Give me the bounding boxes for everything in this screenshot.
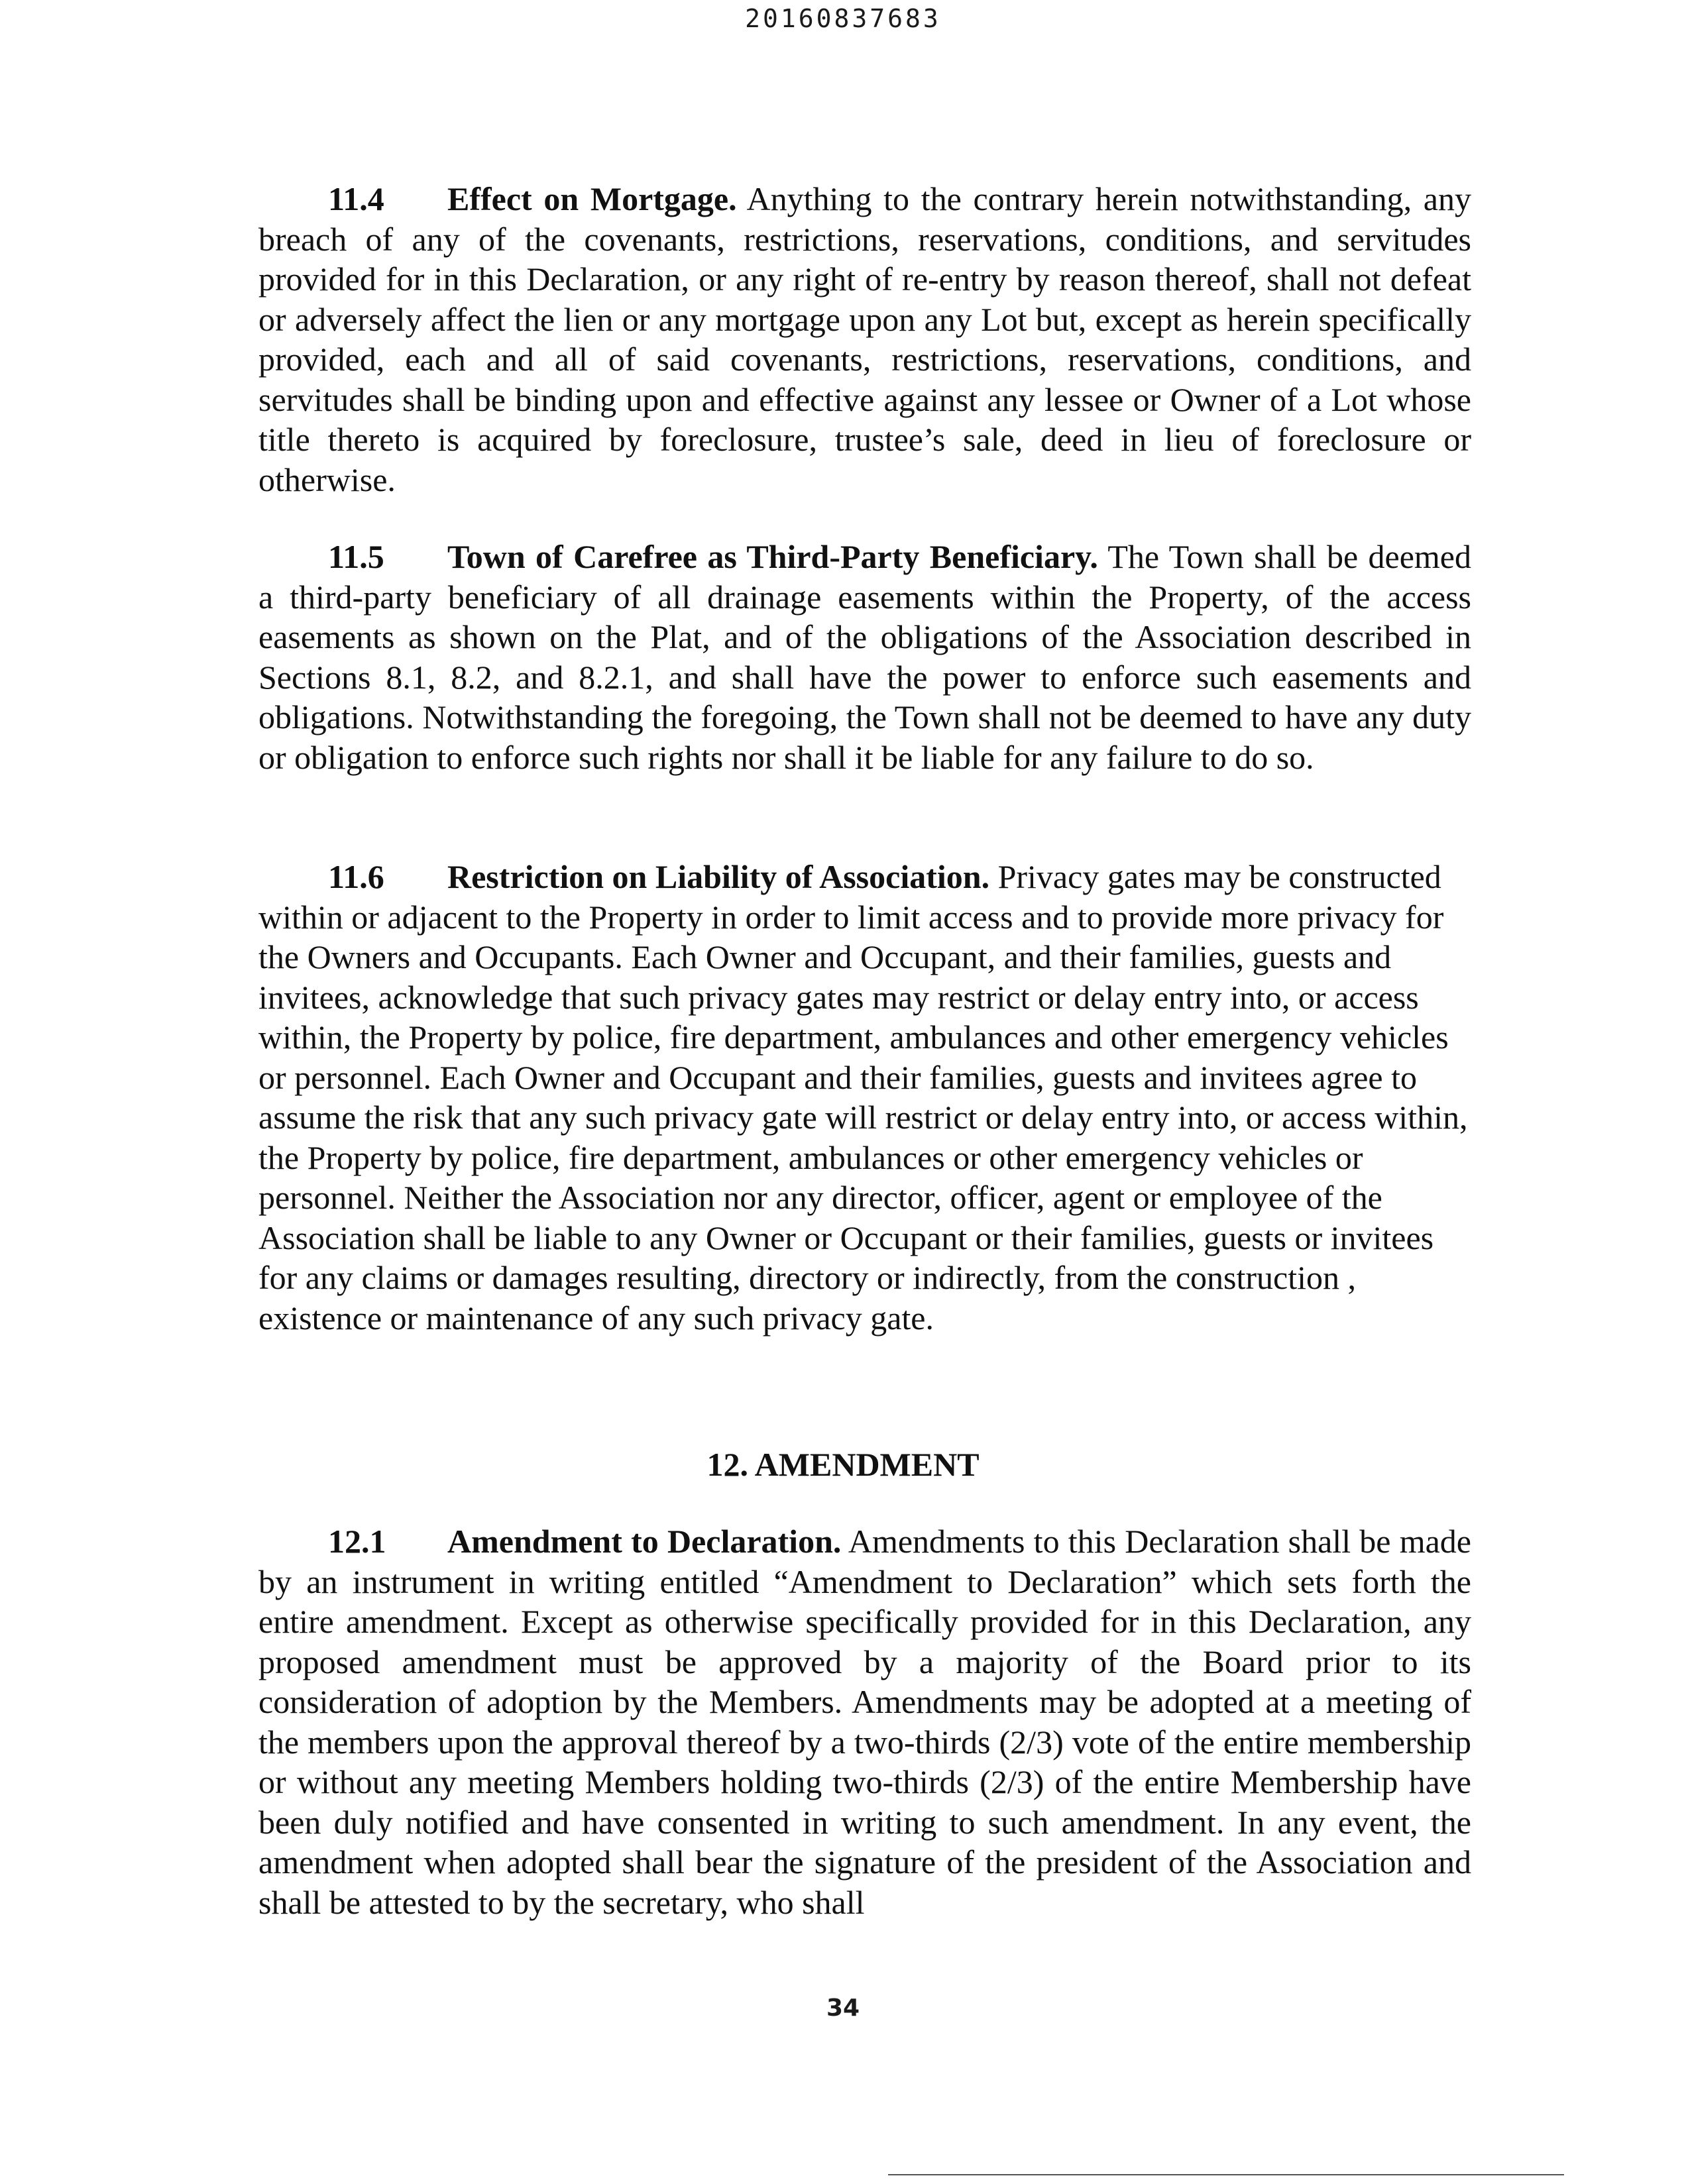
section-paragraph: [258, 179, 1471, 500]
section-number: 11.4: [328, 180, 384, 217]
section-number: 11.5: [328, 538, 384, 575]
section-body: Amendments to this Declaration shall be made by an instrument in writing entitled “Amendment to Declaration” which sets forth the entire amendment. Except as otherwise specifically provided for in this Declaration, any proposed amendment must be approved by a majority of the Board prior to its consideration of adoption by the Members. Amendments may be adopted at a meeting of the members upon the approval thereof by a two-thirds (2/3) vote of the entire membership or without any meeting Members holding two-thirds (2/3) of the entire Membership have been duly notified and have consented in writing to such amendment. In any event, the amendment when adopted shall bear the signature of the president of the Association and shall be attested to by the secretary, who shall: [258, 1523, 1471, 1921]
article-heading: 12. AMENDMENT: [706, 1446, 980, 1483]
section-body: Anything to the contrary herein notwithstanding, any breach of any of the covenants, restrictions, reservations, conditions, and servitudes provided for in this Declaration, or any right of re-entry by reason thereof, shall not defeat or adversely affect the lien or any mortgage upon any Lot but, except as herein specifically provided, each and all of said covenants, restrictions, reservations, conditions, and servitudes shall be binding upon and effective against any lessee or Owner of a Lot whose title thereto is acquired by foreclosure, trustee’s sale, deed in lieu of foreclosure or otherwise.: [258, 180, 1471, 498]
section-number: 11.6: [328, 858, 384, 895]
scan-artifact-line: [888, 2174, 1564, 2175]
section-paragraph: [258, 1521, 1471, 1922]
section-12-1: [258, 1521, 1471, 1922]
section-number: 12.1: [328, 1523, 386, 1560]
page-number: 34: [826, 1994, 860, 2022]
section-paragraph: [258, 537, 1471, 777]
section-heading: Restriction on Liability of Association.: [447, 858, 990, 895]
section-body: Privacy gates may be constructed within or adjacent to the Property in order to limit access and to provide more privacy for the Owners and Occupants. Each Owner and Occupant, and their families, guests and invitees, acknowledge that such privacy gates may restrict or delay entry into, or access within, the Property by police, fire department, ambulances and other emergency vehicles or personnel. Each Owner and Occupant and their families, guests and invitees agree to assume the risk that any such privacy gate will restrict or delay entry into, or access within, the Property by police, fire department, ambulances or other emergency vehicles or personnel. Neither the Association nor any director, officer, agent or employee of the Association shall be liable to any Owner or Occupant or their families, guests or invitees for any claims or damages resulting, directory or indirectly, from the construction , existence or maintenance of any such privacy gate.: [258, 858, 1468, 1337]
section-heading: Town of Carefree as Third-Party Beneficiary.: [447, 538, 1098, 575]
section-11-6: [258, 857, 1471, 1338]
document-number: 20160837683: [745, 4, 941, 33]
section-11-5: [258, 537, 1471, 777]
section-heading: Effect on Mortgage.: [447, 180, 737, 217]
section-paragraph: [258, 857, 1471, 1338]
section-heading: Amendment to Declaration.: [447, 1523, 842, 1560]
section-11-4: [258, 179, 1471, 500]
section-body: The Town shall be deemed a third-party beneficiary of all drainage easements within the Property, of the access easements as shown on the Plat, and of the obligations of the Association described in Sections 8.1, 8.2, and 8.2.1, and shall have the power to enforce such easements and obligations. Notwithstanding the foregoing, the Town shall not be deemed to have any duty or obligation to enforce such rights nor shall it be liable for any failure to do so.: [258, 538, 1471, 776]
